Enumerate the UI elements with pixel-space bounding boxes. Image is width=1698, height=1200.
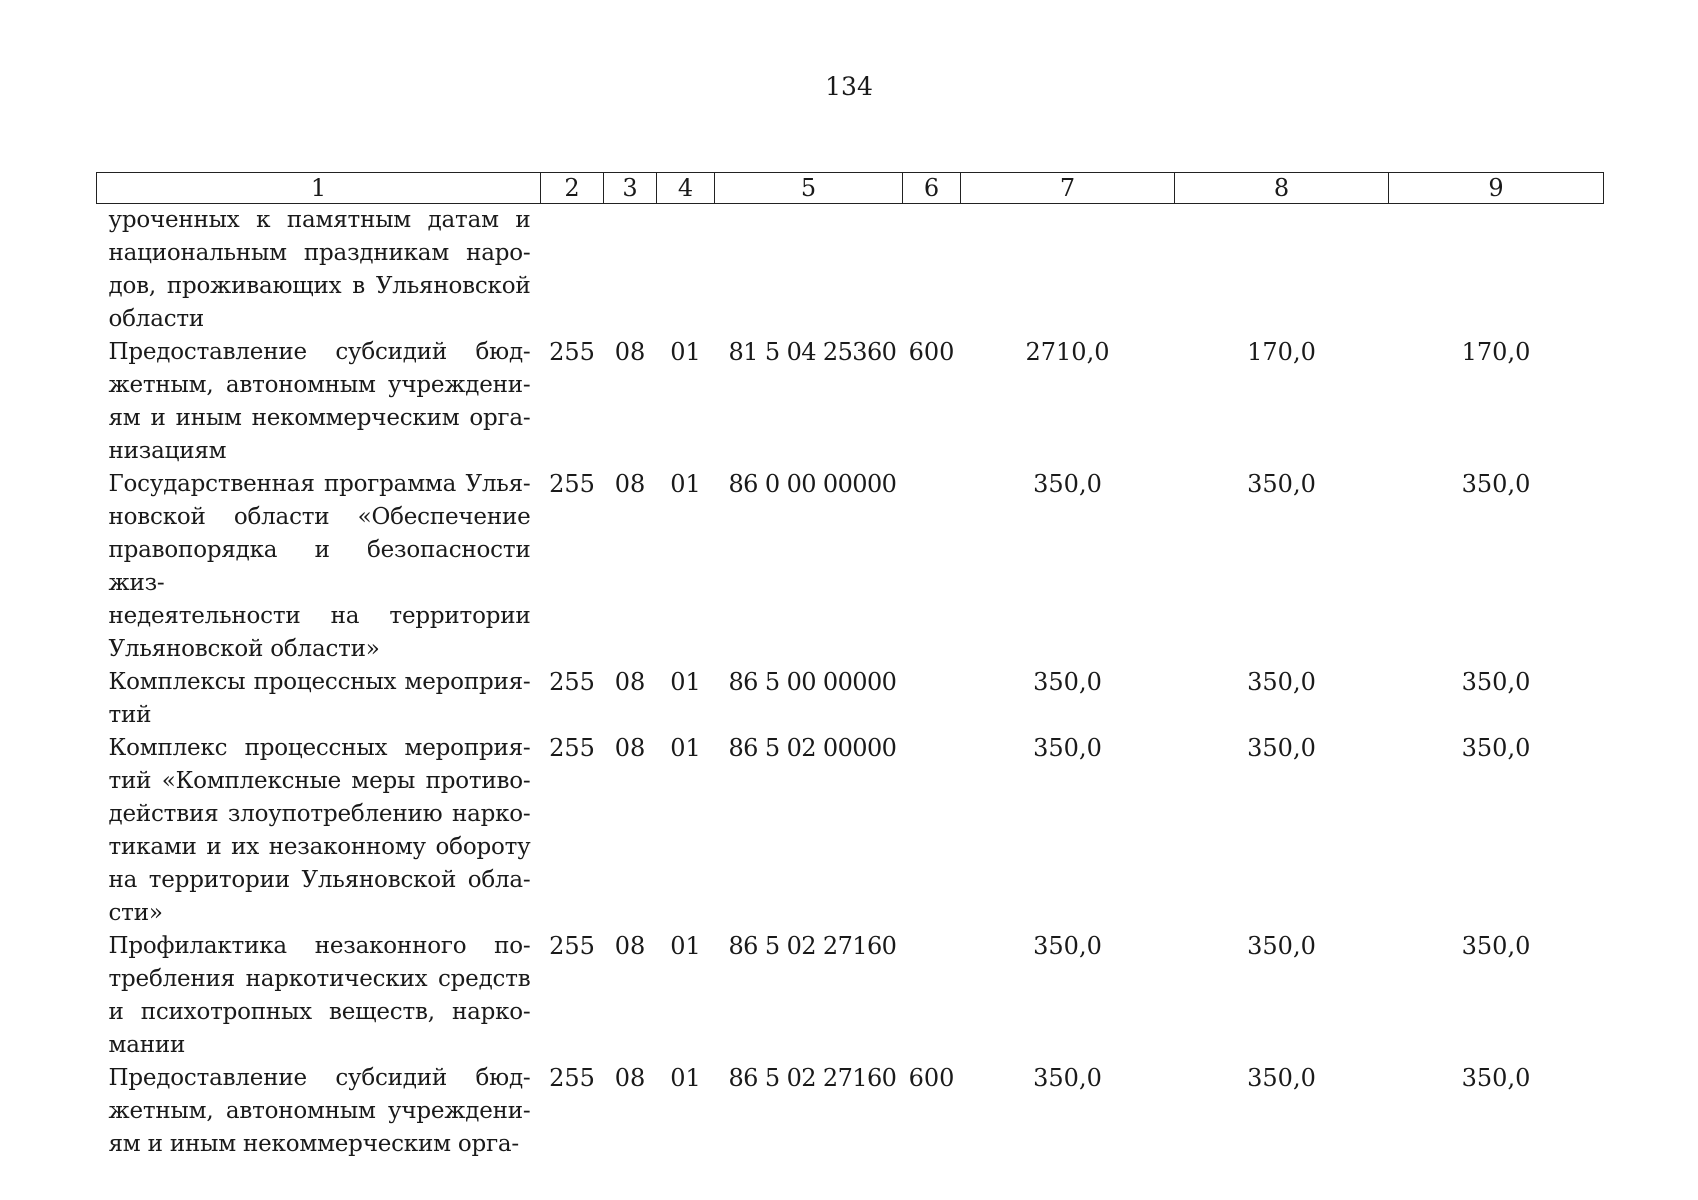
row-name-line: тий «Комплексные меры противо- — [108, 768, 531, 794]
row-name-line: Государственная программа Улья- — [108, 471, 531, 497]
row-name-line: новской области «Обеспечение — [108, 504, 531, 530]
expense-type-cell — [903, 930, 961, 1062]
row-name-line: ям и иным некоммерческим орга- — [108, 1131, 520, 1157]
row-name-line: сти» — [108, 900, 163, 926]
section-cell: 08 — [614, 1064, 646, 1092]
expense-type-cell — [903, 468, 961, 666]
column-header: 2 — [541, 173, 604, 204]
header-row — [97, 173, 1604, 204]
column-header: 8 — [1175, 173, 1389, 204]
target-article-cell: 86 5 02 27160 — [728, 932, 897, 960]
row-name-line: ям и иным некоммерческим орга- — [108, 405, 531, 431]
column-header: 7 — [961, 173, 1175, 204]
admin-code-cell: 255 — [549, 470, 595, 498]
admin-code-cell — [541, 204, 604, 337]
row-name-line: правопорядка и безопасности жиз- — [108, 537, 531, 596]
amount-year2-cell: 170,0 — [1247, 338, 1316, 366]
section-cell: 08 — [614, 734, 646, 762]
amount-year1-cell — [961, 204, 1175, 337]
amount-year3-cell — [1389, 204, 1604, 337]
amount-year1-cell: 2710,0 — [1025, 338, 1110, 366]
expense-type-cell: 600 — [908, 338, 955, 366]
row-name-line: и психотропных веществ, нарко- — [108, 999, 531, 1025]
target-article-cell: 86 0 00 00000 — [728, 470, 897, 498]
column-header: 1 — [97, 173, 541, 204]
target-article-cell: 86 5 00 00000 — [728, 668, 897, 696]
column-header: 9 — [1389, 173, 1604, 204]
subsection-cell: 01 — [670, 734, 701, 762]
section-cell: 08 — [614, 470, 646, 498]
row-name-cell — [97, 930, 541, 1062]
expense-type-cell — [903, 666, 961, 732]
expense-type-cell: 600 — [908, 1064, 955, 1092]
amount-year2-cell: 350,0 — [1247, 470, 1316, 498]
table-row — [97, 468, 1604, 666]
subsection-cell: 01 — [670, 338, 701, 366]
amount-year3-cell: 350,0 — [1461, 668, 1531, 696]
section-cell — [604, 204, 657, 337]
row-name-line: уроченных к памятным датам и — [108, 207, 531, 233]
amount-year1-cell: 350,0 — [1033, 1064, 1102, 1092]
row-name-cell — [97, 1062, 541, 1161]
column-header: 4 — [657, 173, 715, 204]
table-header — [97, 173, 1604, 204]
admin-code-cell: 255 — [549, 734, 595, 762]
table-row — [97, 930, 1604, 1062]
target-article-cell — [715, 204, 903, 337]
column-header: 3 — [604, 173, 657, 204]
row-name-line: тий — [108, 702, 152, 728]
row-name-line: дов, проживающих в Ульяновской — [108, 273, 531, 299]
subsection-cell: 01 — [670, 932, 701, 960]
row-name-line: Комплексы процессных мероприя- — [108, 669, 531, 695]
page-number: 134 — [825, 72, 873, 101]
subsection-cell: 01 — [670, 470, 701, 498]
section-cell: 08 — [614, 668, 646, 696]
amount-year3-cell: 350,0 — [1461, 470, 1531, 498]
row-name-line: на территории Ульяновской обла- — [108, 867, 531, 893]
row-name-line: действия злоупотреблению нарко- — [108, 801, 531, 827]
target-article-cell: 86 5 02 27160 — [728, 1064, 897, 1092]
amount-year2-cell: 350,0 — [1247, 668, 1316, 696]
table-row — [97, 666, 1604, 732]
row-name-cell — [97, 666, 541, 732]
row-name-cell — [97, 468, 541, 666]
admin-code-cell: 255 — [549, 932, 595, 960]
row-name-line: жетным, автономным учреждени- — [108, 372, 531, 398]
row-name-line: недеятельности на территории — [108, 603, 531, 629]
row-name-line: Комплекс процессных мероприя- — [108, 735, 531, 761]
row-name-line: требления наркотических средств — [108, 966, 531, 992]
row-name-line: жетным, автономным учреждени- — [108, 1098, 531, 1124]
subsection-cell: 01 — [670, 668, 701, 696]
row-name-line: Предоставление субсидий бюд- — [108, 1065, 531, 1091]
expense-type-cell — [903, 732, 961, 930]
row-name-line: области — [108, 306, 205, 332]
amount-year2-cell: 350,0 — [1247, 1064, 1316, 1092]
admin-code-cell: 255 — [549, 1064, 595, 1092]
row-name-line: Профилактика незаконного по- — [108, 933, 531, 959]
row-name-line: национальным праздникам наро- — [108, 240, 531, 266]
row-name-cell — [97, 732, 541, 930]
table-body — [97, 204, 1604, 1162]
table-row — [97, 336, 1604, 468]
table-row — [97, 732, 1604, 930]
column-header: 6 — [903, 173, 961, 204]
amount-year3-cell: 350,0 — [1461, 932, 1531, 960]
subsection-cell: 01 — [670, 1064, 701, 1092]
amount-year1-cell: 350,0 — [1033, 932, 1102, 960]
amount-year2-cell: 350,0 — [1247, 734, 1316, 762]
admin-code-cell: 255 — [549, 338, 595, 366]
target-article-cell: 86 5 02 00000 — [728, 734, 897, 762]
section-cell: 08 — [614, 338, 646, 366]
row-name-line: Предоставление субсидий бюд- — [108, 339, 531, 365]
budget-table — [96, 172, 1604, 1161]
row-name-cell — [97, 204, 541, 337]
amount-year2-cell: 350,0 — [1247, 932, 1316, 960]
table-row — [97, 204, 1604, 337]
row-name-line: мании — [108, 1032, 186, 1058]
section-cell: 08 — [614, 932, 646, 960]
amount-year3-cell: 350,0 — [1461, 734, 1531, 762]
amount-year3-cell: 170,0 — [1461, 338, 1531, 366]
row-name-line: Ульяновской области» — [108, 636, 380, 662]
column-header: 5 — [715, 173, 903, 204]
row-name-line: тиками и их незаконному обороту — [108, 834, 531, 860]
amount-year1-cell: 350,0 — [1033, 470, 1102, 498]
expense-type-cell — [903, 204, 961, 337]
row-name-cell — [97, 336, 541, 468]
subsection-cell — [657, 204, 715, 337]
amount-year3-cell: 350,0 — [1461, 1064, 1531, 1092]
admin-code-cell: 255 — [549, 668, 595, 696]
row-name-line: низациям — [108, 438, 227, 464]
target-article-cell: 81 5 04 25360 — [728, 338, 897, 366]
amount-year1-cell: 350,0 — [1033, 668, 1102, 696]
table-row — [97, 1062, 1604, 1161]
amount-year2-cell — [1175, 204, 1389, 337]
amount-year1-cell: 350,0 — [1033, 734, 1102, 762]
